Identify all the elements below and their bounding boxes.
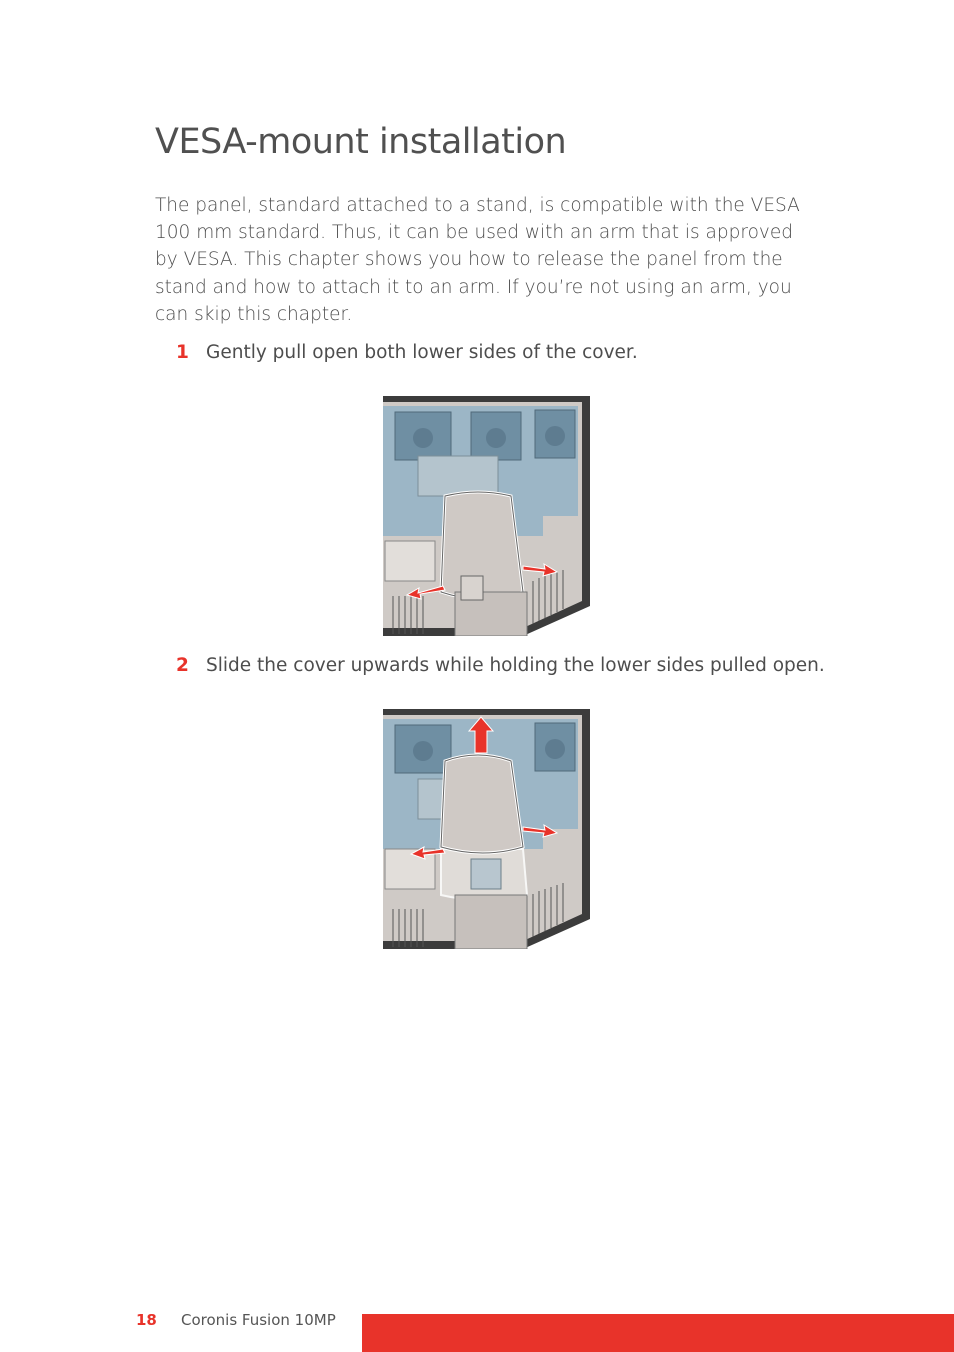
step-number: 1: [176, 342, 189, 363]
step-text: Gently pull open both lower sides of the cover.: [206, 342, 638, 363]
step-1: [176, 342, 638, 363]
cover-pull-open-illustration: [383, 396, 590, 636]
cover-slide-up-illustration: [383, 709, 590, 949]
footer-accent-bar: [362, 1314, 954, 1352]
intro-paragraph: The panel, standard attached to a stand, is compatible with the VESA 100 mm standard. Thus, it can be used with an arm that is approved by VESA. This chapter shows you how to release the panel from the stand and how to attach it to an arm. If you’re not using an arm, you can skip this chapter.: [155, 195, 800, 325]
document-title: Coronis Fusion 10MP: [181, 1311, 336, 1329]
step-text: Slide the cover upwards while holding the lower sides pulled open.: [206, 655, 825, 676]
page-title: VESA-mount installation: [155, 122, 567, 162]
page-number: 18: [136, 1311, 157, 1329]
step-2: [176, 655, 825, 676]
step-number: 2: [176, 655, 189, 676]
